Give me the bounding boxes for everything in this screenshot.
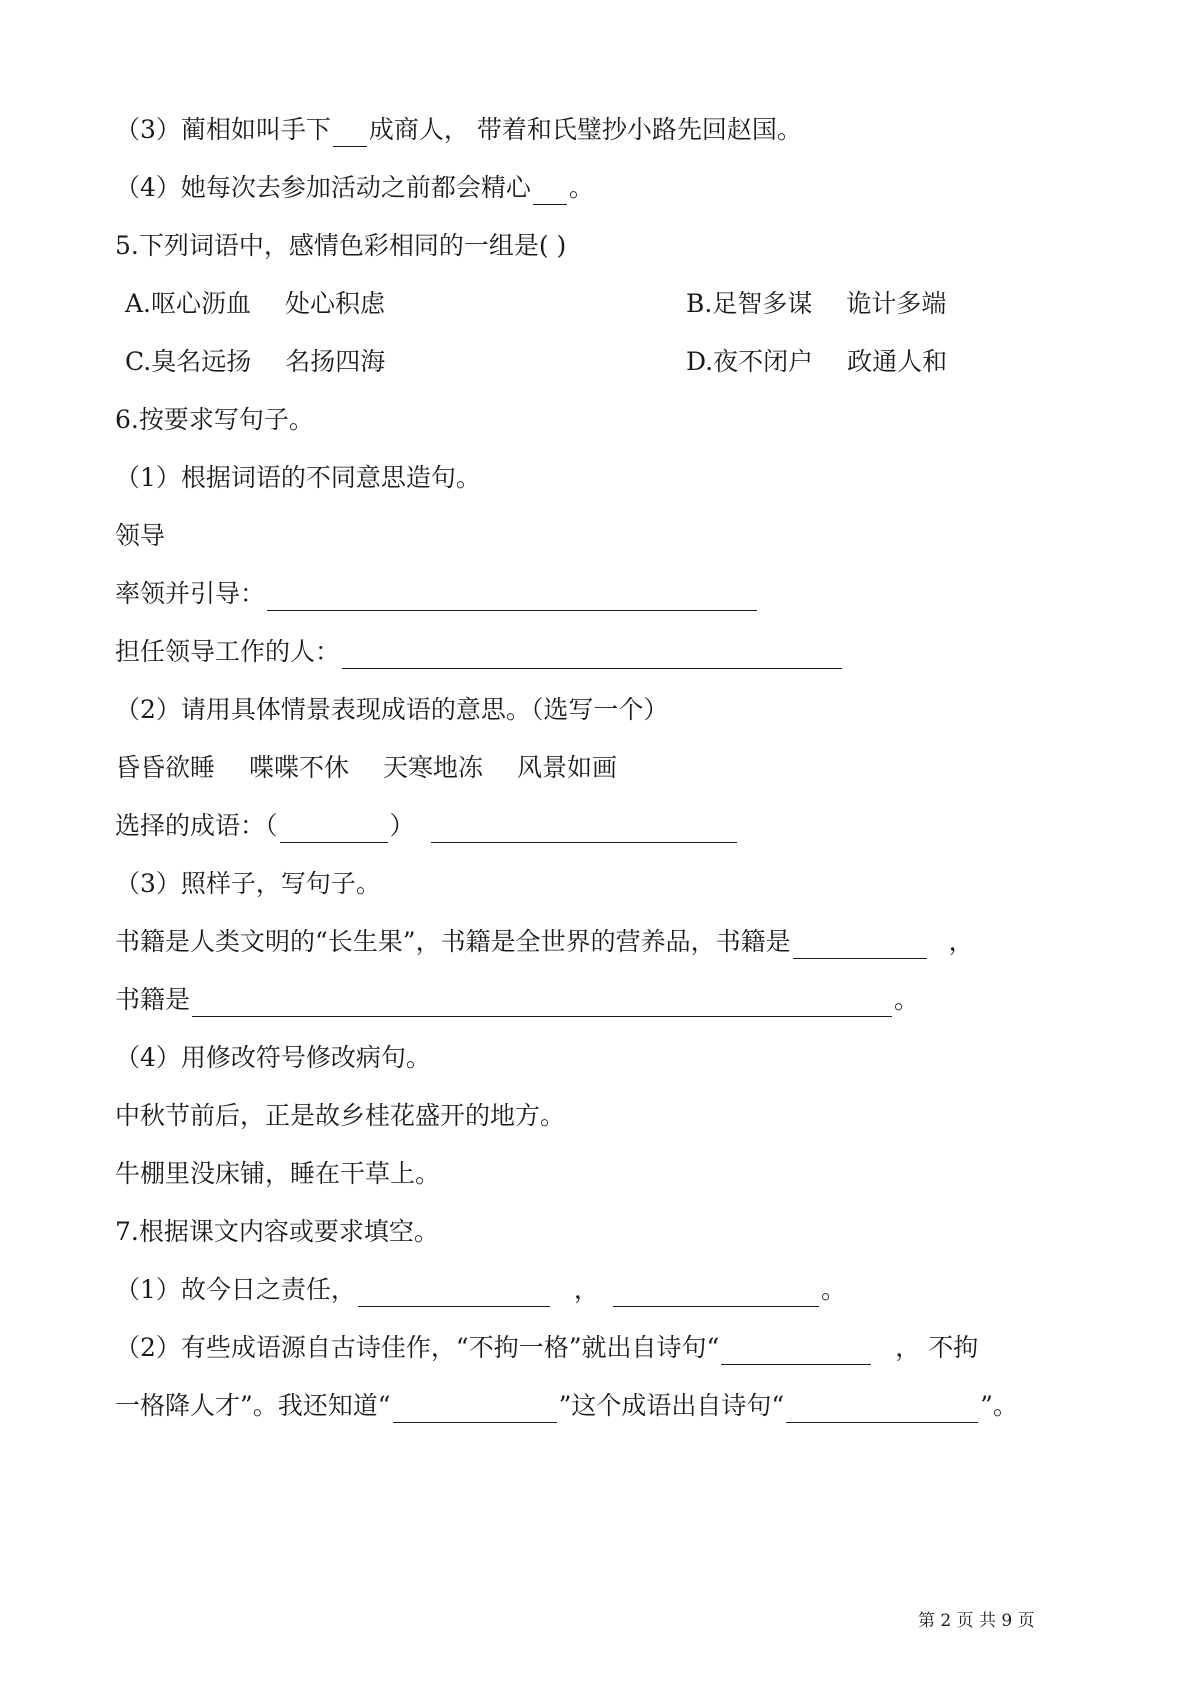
- option-word: 夜不闭户: [713, 347, 814, 376]
- q7-part-1: [115, 1273, 846, 1307]
- q6-part-4: （4）用修改符号修改病句。: [115, 1043, 431, 1072]
- option-word: 名扬四海: [285, 347, 386, 376]
- sense-2-answer-line[interactable]: [342, 642, 842, 669]
- idiom: 天寒地冻: [383, 753, 484, 782]
- q7-part-2-text-b: ， 不拘: [895, 1333, 979, 1362]
- q4-item-3-text-b: 成商人， 带着和氏璧抄小路先回赵国。: [368, 115, 802, 144]
- option-word: 足智多谋: [712, 289, 813, 318]
- q5-option-c[interactable]: [125, 345, 385, 379]
- q7-part-2-text-c: 一格降人才”。我还知道“: [115, 1391, 391, 1420]
- example-line-2-label: 书籍是: [115, 985, 191, 1014]
- q5-option-d[interactable]: [686, 345, 947, 379]
- q6-faulty-sentence-2: 牛棚里没床铺，睡在干草上。: [115, 1159, 441, 1188]
- q6-idiom-list: [115, 751, 617, 785]
- q7-part-2-blank-1[interactable]: [721, 1338, 871, 1365]
- q7-part-1-comma: ，: [573, 1275, 599, 1304]
- sense-2-label: 担任领导工作的人：: [115, 637, 341, 666]
- q6-sense-2: [115, 635, 844, 669]
- q5-stem: 5.下列词语中，感情色彩相同的一组是( ): [115, 231, 567, 260]
- q6-example-line-2: [115, 983, 919, 1017]
- q6-part-1: （1）根据词语的不同意思造句。: [115, 463, 481, 492]
- option-word: 臭名远扬: [151, 347, 252, 376]
- idiom: 风景如画: [517, 753, 618, 782]
- q6-part-3: （3）照样子，写句子。: [115, 869, 381, 898]
- choose-close-paren: ）: [389, 811, 415, 840]
- option-word: 呕心沥血: [151, 289, 252, 318]
- q7-part-1-blank-1[interactable]: [358, 1280, 550, 1307]
- q4-item-4-text-a: （4）她每次去参加活动之前都会精心: [115, 173, 531, 202]
- q4-item-3-blank[interactable]: [333, 120, 367, 147]
- option-label: C.: [125, 347, 152, 376]
- q4-item-3: [115, 113, 802, 147]
- option-label: B.: [686, 289, 713, 318]
- q7-stem: 7.根据课文内容或要求填空。: [115, 1217, 439, 1246]
- example-comma: ，: [948, 927, 974, 956]
- q7-part-2-text-e: ”。: [980, 1391, 1018, 1420]
- q4-item-4-blank[interactable]: [533, 178, 567, 205]
- q6-part-2: （2）请用具体情景表现成语的意思。（选写一个）: [115, 695, 669, 724]
- q4-item-3-text-a: （3）蔺相如叫手下: [115, 115, 331, 144]
- option-word: 政通人和: [847, 347, 948, 376]
- idiom: 喋喋不休: [249, 753, 350, 782]
- q6-sense-1: [115, 577, 759, 611]
- q7-part-1-period: 。: [820, 1275, 846, 1304]
- example-sentence: 书籍是人类文明的“长生果”，书籍是全世界的营养品，书籍是: [115, 927, 791, 956]
- sense-1-answer-line[interactable]: [267, 584, 757, 611]
- sense-1-label: 率领并引导：: [115, 579, 266, 608]
- q7-part-2-line-1: [115, 1331, 978, 1365]
- q7-part-2-blank-3[interactable]: [786, 1396, 978, 1423]
- q7-part-1-text: （1）故今日之责任，: [115, 1275, 356, 1304]
- q6-word: 领导: [115, 521, 166, 550]
- q4-item-4-text-b: 。: [568, 173, 594, 202]
- idiom-scenario-line[interactable]: [431, 816, 737, 843]
- q7-part-2-text-a: （2）有些成语源自古诗佳作，“不拘一格”就出自诗句“: [115, 1333, 720, 1362]
- chosen-idiom-blank[interactable]: [280, 816, 388, 843]
- q7-part-2-line-2: [115, 1389, 1018, 1423]
- q5-option-b[interactable]: [686, 287, 946, 321]
- option-label: A.: [125, 289, 152, 318]
- q7-part-2-text-d: ”这个成语出自诗句“: [558, 1391, 785, 1420]
- example-line-2-blank[interactable]: [192, 990, 892, 1017]
- q7-part-2-blank-2[interactable]: [393, 1396, 557, 1423]
- option-label: D.: [686, 347, 714, 376]
- example-blank[interactable]: [793, 932, 927, 959]
- q7-part-1-blank-2[interactable]: [613, 1280, 819, 1307]
- q5-option-a[interactable]: [125, 287, 385, 321]
- choose-label: 选择的成语：（: [115, 811, 278, 840]
- option-word: 诡计多端: [846, 289, 947, 318]
- example-line-2-period: 。: [894, 985, 920, 1014]
- idiom: 昏昏欲睡: [115, 753, 216, 782]
- q6-choose-idiom: [115, 809, 739, 843]
- q6-example-line: [115, 925, 974, 959]
- q6-stem: 6.按要求写句子。: [115, 405, 314, 434]
- page-number-footer: 第 2 页 共 9 页: [918, 1611, 1035, 1631]
- q4-item-4: [115, 171, 594, 205]
- option-word: 处心积虑: [285, 289, 386, 318]
- q6-faulty-sentence-1: 中秋节前后，正是故乡桂花盛开的地方。: [115, 1101, 566, 1130]
